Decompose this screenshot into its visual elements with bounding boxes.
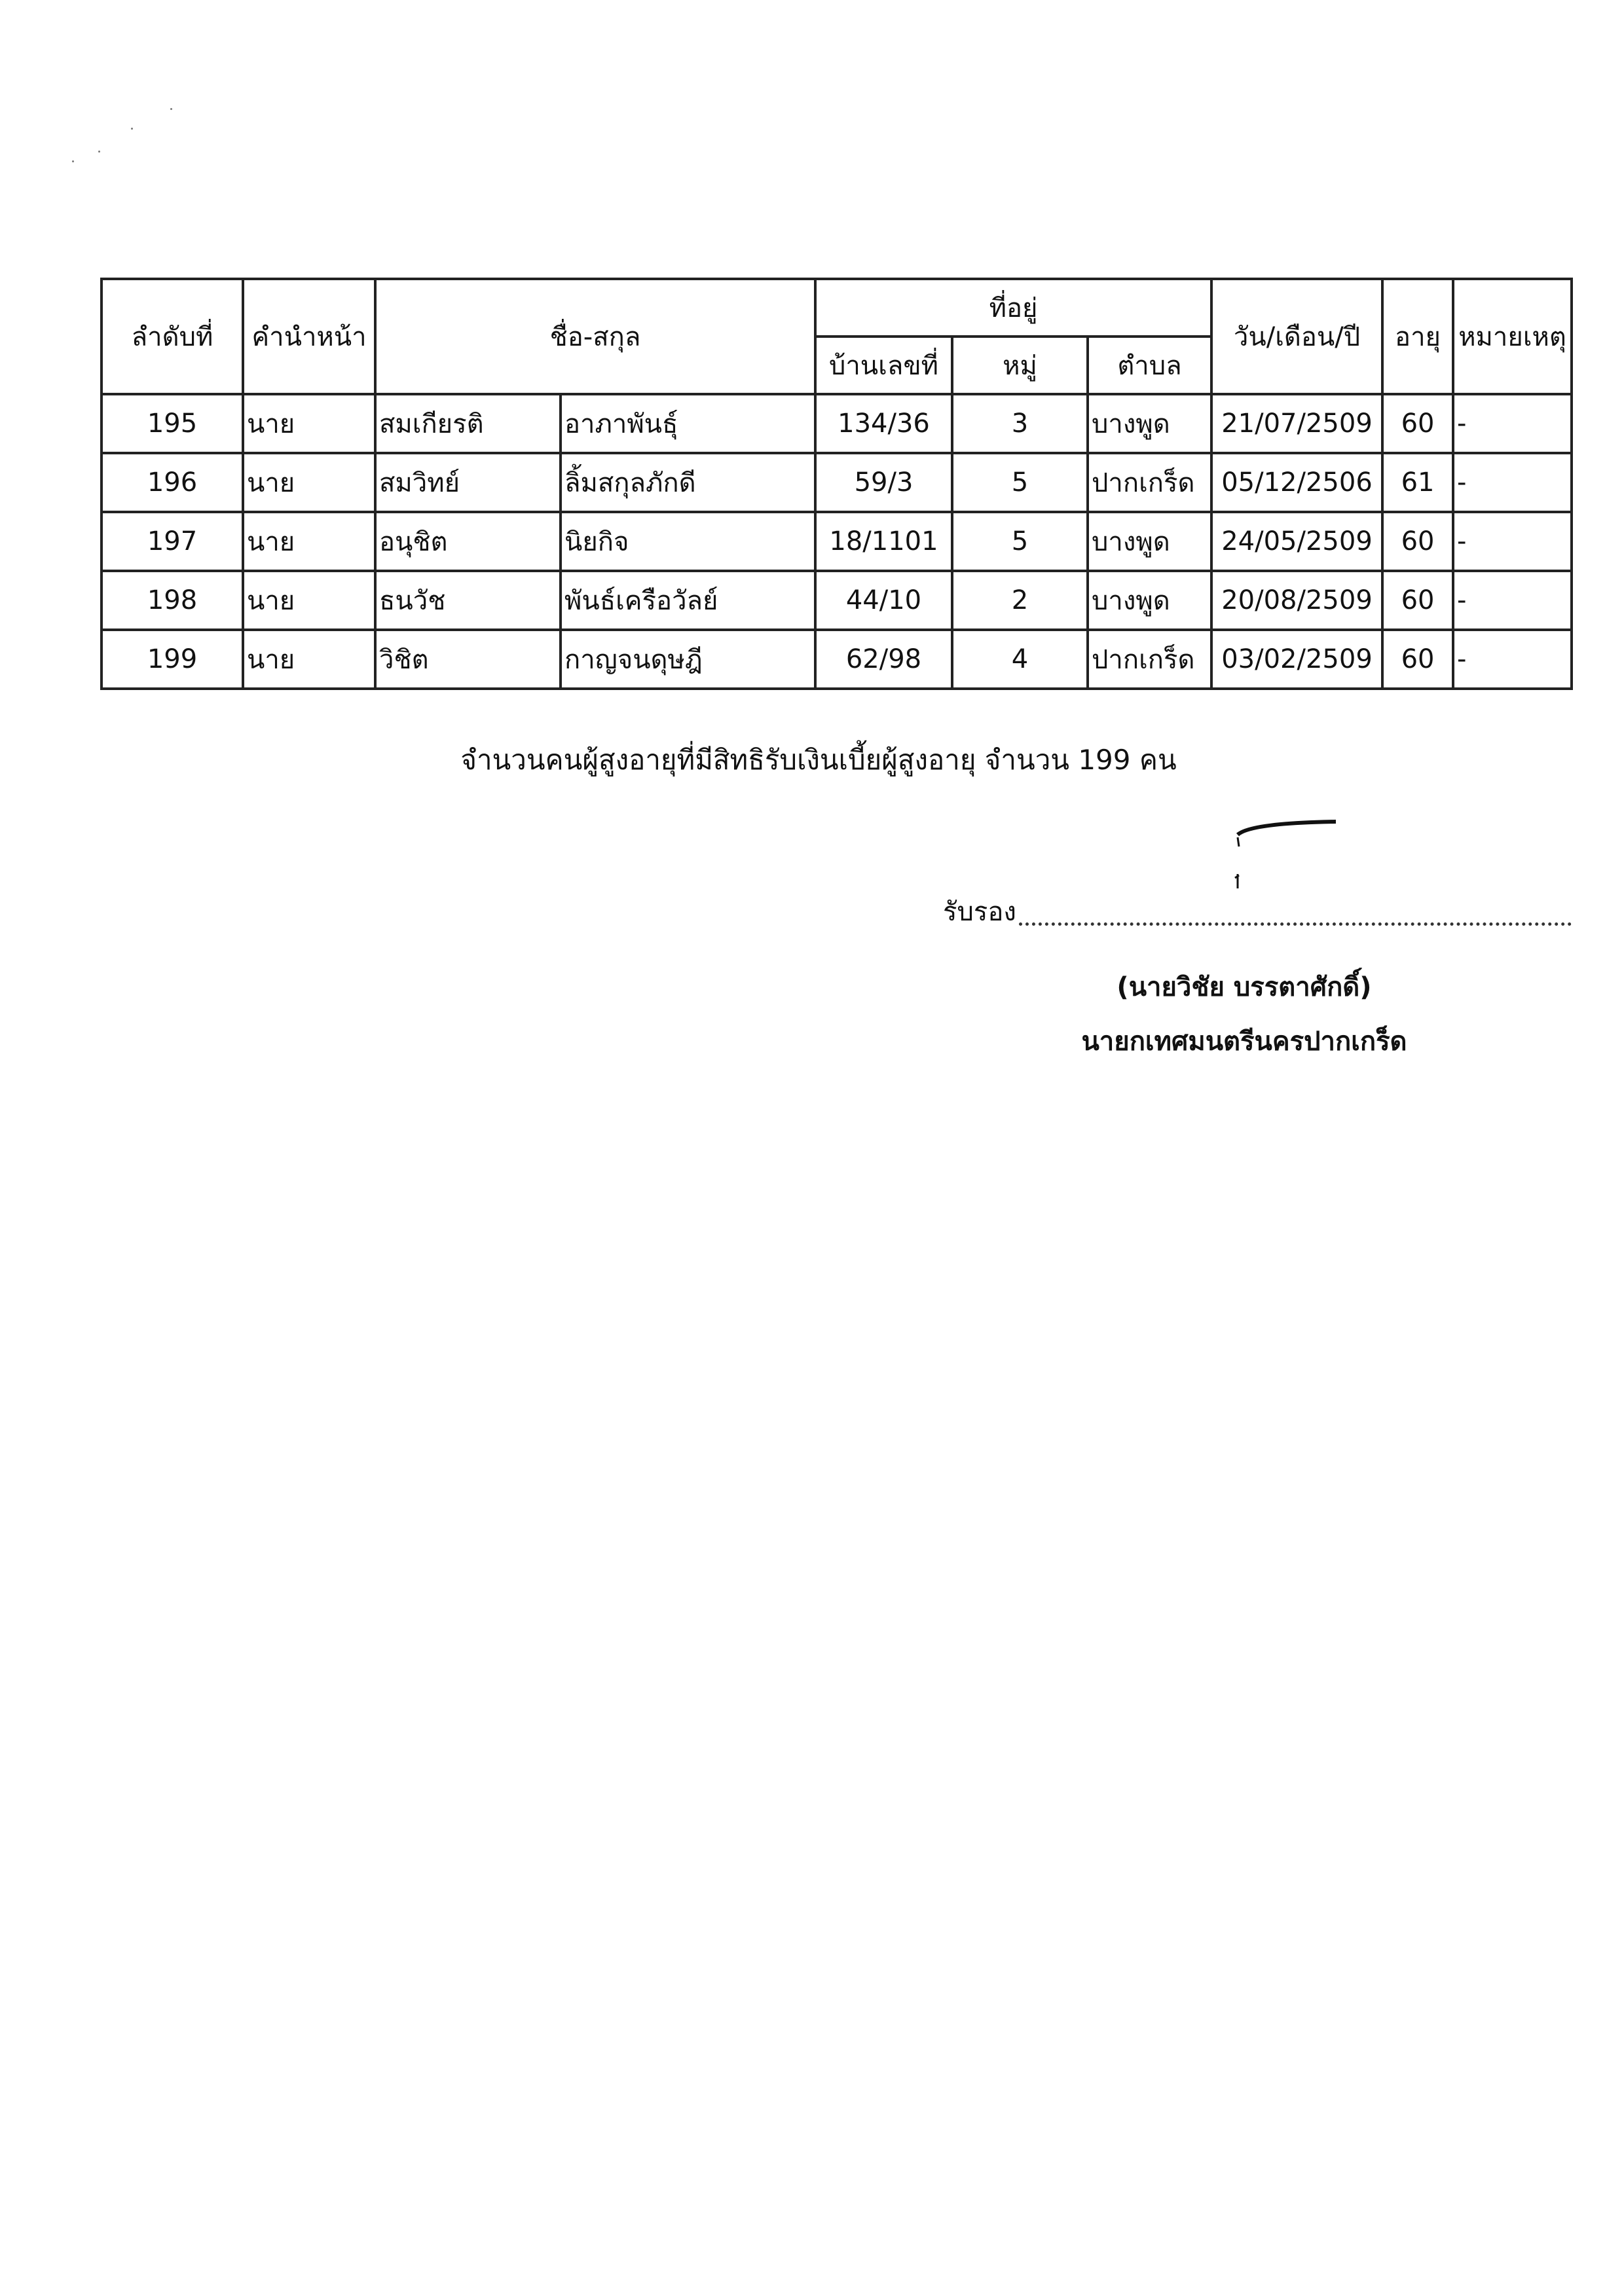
signature-mark — [1231, 815, 1349, 894]
cell-moo: 3 — [952, 394, 1088, 453]
cell-age: 60 — [1382, 571, 1453, 630]
header-tambon: ตำบล — [1088, 337, 1211, 394]
cell-order: 197 — [101, 512, 243, 571]
cell-dob: 03/02/2509 — [1211, 630, 1382, 689]
certify-label: รับรอง — [943, 897, 1016, 927]
signature-dotted-line — [1019, 922, 1572, 926]
cell-last: พันธ์เครือวัลย์ — [561, 571, 815, 630]
scan-speck — [98, 151, 100, 153]
cell-order: 198 — [101, 571, 243, 630]
cell-note: - — [1453, 453, 1572, 512]
header-age: อายุ — [1382, 279, 1453, 394]
cell-moo: 5 — [952, 512, 1088, 571]
scan-speck — [72, 160, 74, 162]
cell-dob: 24/05/2509 — [1211, 512, 1382, 571]
cell-note: - — [1453, 630, 1572, 689]
cell-last: อาภาพันธุ์ — [561, 394, 815, 453]
cell-house: 62/98 — [815, 630, 952, 689]
cell-house: 18/1101 — [815, 512, 952, 571]
header-moo: หมู่ — [952, 337, 1088, 394]
scan-speck — [170, 108, 172, 110]
cell-tambon: ปากเกร็ด — [1088, 453, 1211, 512]
cell-moo: 4 — [952, 630, 1088, 689]
cell-prefix: นาย — [243, 453, 375, 512]
cell-age: 61 — [1382, 453, 1453, 512]
cell-moo: 5 — [952, 453, 1088, 512]
cell-tambon: ปากเกร็ด — [1088, 630, 1211, 689]
table-row — [101, 571, 1572, 630]
cell-note: - — [1453, 512, 1572, 571]
cell-note: - — [1453, 394, 1572, 453]
header-note: หมายเหตุ — [1453, 279, 1572, 394]
cell-prefix: นาย — [243, 571, 375, 630]
cell-first: วิชิต — [375, 630, 561, 689]
cell-dob: 05/12/2506 — [1211, 453, 1382, 512]
cell-age: 60 — [1382, 630, 1453, 689]
cell-tambon: บางพูด — [1088, 512, 1211, 571]
header-dob: วัน/เดือน/ปี — [1211, 279, 1382, 394]
header-address: ที่อยู่ — [815, 279, 1211, 337]
cell-house: 134/36 — [815, 394, 952, 453]
elderly-allowance-table — [100, 278, 1573, 690]
header-order: ลำดับที่ — [101, 279, 243, 394]
table-row — [101, 512, 1572, 571]
cell-prefix: นาย — [243, 512, 375, 571]
cell-last: กาญจนดุษฎี — [561, 630, 815, 689]
table-row — [101, 630, 1572, 689]
cell-moo: 2 — [952, 571, 1088, 630]
cell-tambon: บางพูด — [1088, 571, 1211, 630]
certify-line — [943, 890, 1572, 932]
cell-age: 60 — [1382, 512, 1453, 571]
header-prefix: คำนำหน้า — [243, 279, 375, 394]
cell-prefix: นาย — [243, 394, 375, 453]
cell-tambon: บางพูด — [1088, 394, 1211, 453]
cell-first: สมวิทย์ — [375, 453, 561, 512]
cell-age: 60 — [1382, 394, 1453, 453]
cell-note: - — [1453, 571, 1572, 630]
cell-order: 199 — [101, 630, 243, 689]
scan-speck — [131, 128, 133, 130]
table-row — [101, 394, 1572, 453]
total-count-text: จำนวนคนผู้สูงอายุที่มีสิทธิรับเงินเบี้ยผู้สูงอายุ จำนวน 199 คน — [460, 744, 1177, 776]
cell-dob: 21/07/2509 — [1211, 394, 1382, 453]
cell-last: นิยกิจ — [561, 512, 815, 571]
cell-first: สมเกียรติ — [375, 394, 561, 453]
table-row — [101, 453, 1572, 512]
cell-order: 195 — [101, 394, 243, 453]
header-house-no: บ้านเลขที่ — [815, 337, 952, 394]
signer-name: (นายวิชัย บรรตาศักดิ์) — [1116, 972, 1372, 1002]
cell-house: 44/10 — [815, 571, 952, 630]
cell-dob: 20/08/2509 — [1211, 571, 1382, 630]
cell-first: ธนวัช — [375, 571, 561, 630]
header-name: ชื่อ-สกุล — [375, 279, 815, 394]
cell-first: อนุชิต — [375, 512, 561, 571]
cell-order: 196 — [101, 453, 243, 512]
signer-title: นายกเทศมนตรีนครปากเกร็ด — [1081, 1027, 1407, 1057]
cell-prefix: นาย — [243, 630, 375, 689]
cell-house: 59/3 — [815, 453, 952, 512]
cell-last: ลิ้มสกุลภักดี — [561, 453, 815, 512]
